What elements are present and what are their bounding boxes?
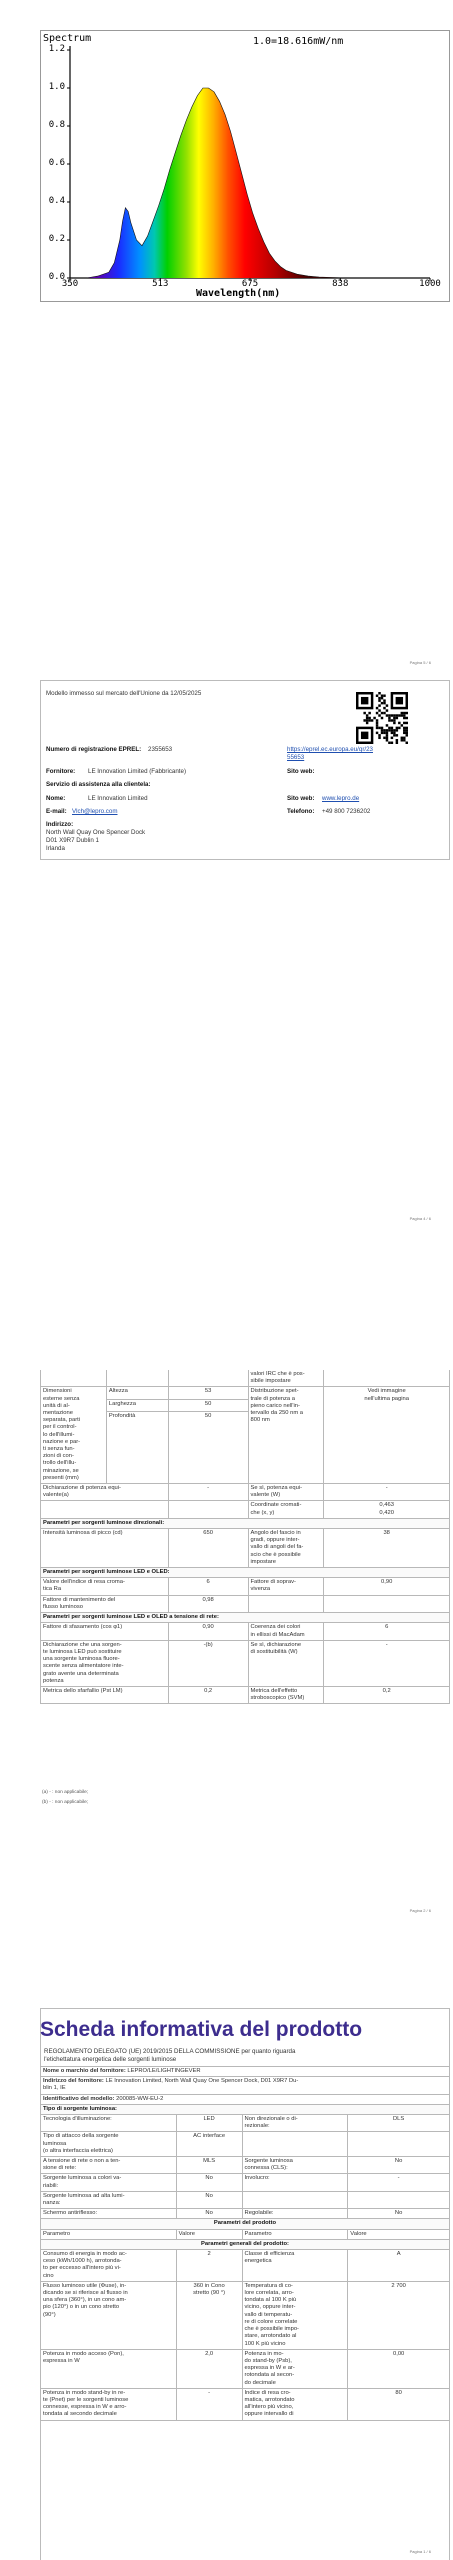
cell-line: in ellissi di MacAdam	[250, 1631, 305, 1638]
cell: 2,0	[176, 2349, 242, 2388]
eprel-label: Numero di registrazione EPREL:	[46, 746, 142, 753]
cell-line: oppure intervallo di	[244, 2411, 294, 2418]
cell-line: connessa (CLS):	[244, 2165, 288, 2172]
cell-line: Coordinate cromati-	[250, 1502, 302, 1509]
cell-line: rotondata al secon-	[244, 2372, 295, 2379]
cell-line: vallo di angoli del fa-	[250, 1544, 304, 1551]
x-axis-label: Wavelength(nm)	[196, 288, 281, 299]
cell-line: una sfera (360°), in un cono am-	[43, 2297, 127, 2304]
eprel-link[interactable]: https://eprel.ec.europa.eu/qr/23	[287, 746, 373, 753]
cell-line: separata, parti	[43, 1417, 81, 1424]
cell-line: esterne senza	[43, 1395, 80, 1402]
cell: -	[324, 1484, 450, 1501]
cell	[41, 2349, 177, 2388]
cell: -(b)	[168, 1640, 248, 1686]
cell: 0,00	[348, 2349, 450, 2388]
address-line: D01 X9R7 Dublin 1	[46, 837, 99, 844]
cell: MLS	[176, 2157, 242, 2174]
cell-line: scente senza alimentatore inte-	[43, 1663, 124, 1670]
table-row	[41, 1623, 450, 1640]
cell	[41, 2191, 177, 2208]
cell-line: valente (W)	[250, 1492, 281, 1499]
y-tick-label: 0.0	[48, 272, 65, 282]
cell: No	[176, 2191, 242, 2208]
cell-line: Dichiarazione che una sorgen-	[43, 1641, 122, 1648]
cell	[242, 2157, 348, 2174]
product-sheet-table	[40, 2066, 450, 2421]
cell-line: trale di potenza a	[250, 1395, 295, 1402]
equivalent-power-label	[41, 1484, 169, 1501]
cell-line: ceso (kWh/1000 h), arrotonda-	[43, 2258, 122, 2265]
cell-line: do decimale	[244, 2379, 276, 2386]
cell-line: espressa in W e ar-	[244, 2365, 295, 2372]
site2-label: Sito web:	[287, 795, 315, 802]
placed-on-market: Modello immesso sul mercato dell'Unione da 12/05/2025	[46, 690, 202, 697]
cell	[248, 1623, 324, 1640]
cell-line: ti senza fun-	[43, 1446, 75, 1453]
cell-line: nanza:	[43, 2200, 61, 2207]
name-label: Nome:	[46, 795, 66, 802]
cell	[242, 2349, 348, 2388]
cell	[242, 2388, 348, 2420]
table-row	[41, 2132, 450, 2157]
cell-line: to per eccesso all'intero più vi-	[43, 2265, 121, 2272]
cell: No	[176, 2174, 242, 2191]
cell: DLS	[348, 2115, 450, 2132]
cell-line: stretto (90 °)	[193, 2290, 226, 2297]
table-row	[41, 1529, 450, 1568]
page-title: Scheda informativa del prodotto	[40, 2018, 363, 2041]
cell-line: Distribuzione spet-	[250, 1388, 299, 1395]
cell-line: Dimensioni	[43, 1388, 72, 1395]
cell: 0,90	[168, 1623, 248, 1640]
cell: 80	[348, 2388, 450, 2420]
cell	[176, 2281, 242, 2349]
y-tick-label: 0.4	[48, 196, 65, 206]
table-row	[41, 2349, 450, 2388]
cell: Profondità	[106, 1412, 168, 1484]
cell-line: Sorgente luminosa ad alta lumi-	[43, 2192, 125, 2199]
cell-line: scio che è possibile	[250, 1551, 301, 1558]
spectral-distribution-label	[248, 1387, 324, 1484]
table-row	[41, 2191, 450, 2208]
cell: valori IRC che è pos- sibile impostare	[248, 1370, 324, 1387]
section-row: Parametri del prodotto	[41, 2219, 450, 2229]
cell	[242, 2250, 348, 2282]
cell-line: che è possibile impo-	[244, 2326, 299, 2333]
regulation-line: REGOLAMENTO DELEGATO (UE) 2019/2015 DELLA COMMISSIONE per quanto riguarda	[44, 2048, 296, 2055]
cell-line: riabili:	[43, 2182, 59, 2189]
cell: 650	[168, 1529, 248, 1568]
table-row	[41, 2209, 450, 2219]
cell-line: Coerenza dei colori	[250, 1624, 301, 1631]
cell	[41, 2174, 177, 2191]
phone-value: +49 800 7236202	[322, 808, 371, 815]
chart-title: Spectrum	[43, 33, 92, 44]
table-row	[41, 1370, 450, 1387]
x-tick-label: 675	[241, 279, 259, 289]
cell-line: rezionale:	[244, 2123, 270, 2130]
cell: 0,2	[168, 1686, 248, 1703]
name-value: LE Innovation Limited	[88, 795, 148, 802]
cell-line: nell'ultima pagina	[364, 1395, 409, 1402]
cell: Schermo antiriflesso:	[41, 2209, 177, 2219]
email-label: E-mail:	[46, 808, 67, 815]
table-row	[41, 1387, 450, 1399]
y-tick-label: 0.8	[48, 120, 65, 130]
y-tick-label: 0.6	[48, 158, 65, 168]
cell	[248, 1529, 324, 1568]
cell: 2 700	[348, 2281, 450, 2349]
cell-line: trollo dell'illu-	[43, 1460, 77, 1467]
cell-line: Classe di efficienza	[244, 2251, 295, 2258]
page-parameters	[0, 1370, 453, 1990]
cell-line: Potenza in mo-	[244, 2350, 284, 2357]
cell: Metrica dello sfarfallio (Pst LM)	[41, 1686, 169, 1703]
address-label: Indirizzo:	[46, 821, 74, 828]
cell	[41, 1640, 169, 1686]
table-row	[41, 1578, 450, 1595]
column-header: Parametro	[41, 2229, 177, 2239]
table-row	[41, 1595, 450, 1612]
cell	[41, 2132, 177, 2157]
cell-line: di sostituibilità (W)	[250, 1648, 298, 1655]
column-header: Valore	[348, 2229, 450, 2239]
cell-line: connesse, espressa in W e arro-	[43, 2404, 127, 2411]
section-row: Parametri per sorgenti luminose LED e OLED:	[41, 1568, 450, 1578]
table-row	[41, 2157, 450, 2174]
cell-line: flusso luminoso	[43, 1603, 83, 1610]
table-row	[41, 2174, 450, 2191]
cell	[248, 1686, 324, 1703]
cell: No	[348, 2157, 450, 2174]
cell	[41, 2281, 177, 2349]
cell: 50	[168, 1412, 248, 1484]
cell-line: energetica	[244, 2258, 272, 2265]
cell-line: Potenza in modo acceso (Pon),	[43, 2350, 124, 2357]
cell-line: vicino, oppure inter-	[244, 2304, 296, 2311]
eprel-value: 2355653	[148, 746, 173, 753]
page-supplier	[0, 680, 453, 1280]
cell-line: tica Ra	[43, 1586, 62, 1593]
cell: 50	[168, 1399, 248, 1411]
cell-line: re di colore correlate	[244, 2318, 298, 2325]
table-row	[41, 2250, 450, 2282]
y-tick-label: 0.2	[48, 234, 65, 244]
cell-line: (90°)	[43, 2311, 56, 2318]
cell	[41, 2388, 177, 2420]
regulation-line: l'etichettatura energetica delle sorgenti luminose	[44, 2056, 177, 2063]
cell-line: do stand-by (Psb),	[244, 2357, 292, 2364]
y-tick-label: 1.0	[48, 82, 65, 92]
cell-line: matica, arrotondato	[244, 2396, 295, 2403]
cell: A	[348, 2250, 450, 2282]
chromaticity-label	[248, 1501, 324, 1518]
footnote-a: (a) - : non applicabile;	[42, 1790, 89, 1795]
page-number: Pagina 4 / 6	[409, 1216, 431, 1221]
cell	[41, 2250, 177, 2282]
cell-line: Sorgente luminosa a colori va-	[43, 2175, 122, 2182]
cell-line: Se sì, potenza equi-	[250, 1485, 303, 1492]
cell-line: tervallo da 250 nm a	[250, 1410, 304, 1417]
cell-line: impostare	[250, 1558, 276, 1565]
x-tick-label: 513	[152, 279, 169, 289]
cell-line: zioni di con-	[43, 1453, 74, 1460]
table-row: Indirizzo del fornitore: LE Innovation Limited, North Wall Quay One Spencer Dock, D01 X9R7 Du- blin 1, IE	[41, 2077, 450, 2094]
cell: Regolabile:	[242, 2209, 348, 2219]
cell: Fattore di sfasamento (cos φ1)	[41, 1623, 169, 1640]
cell-line: dicando se si riferisce al flusso in	[43, 2290, 128, 2297]
page-spectrum	[0, 0, 453, 665]
cell-line: pio (120°) o in un cono stretto	[43, 2304, 120, 2311]
table-row: Nome o marchio del fornitore: LEPRO/LE/LIGHTINGEVER	[41, 2067, 450, 2077]
cell-line: mentazione	[43, 1410, 73, 1417]
table-row	[41, 2388, 450, 2420]
cell: -	[324, 1640, 450, 1686]
cell-line: una sorgente luminosa fluore-	[43, 1656, 120, 1663]
cell-line: presenti (mm)	[43, 1474, 79, 1481]
page-number: Pagina 2 / 6	[409, 1908, 431, 1913]
section-row: Parametri per sorgenti luminose direzionali:	[41, 1518, 450, 1528]
cell-line: Tipo di attacco della sorgente	[43, 2133, 119, 2140]
cell-line: Indice di resa cro-	[244, 2389, 291, 2396]
cell: 6	[168, 1578, 248, 1595]
cell: LED	[176, 2115, 242, 2132]
cell	[242, 2281, 348, 2349]
eprel-link-cont[interactable]: 55653	[287, 754, 305, 761]
cell-line: nazione e par-	[43, 1438, 81, 1445]
chromaticity-value: 0,463 0,420	[324, 1501, 450, 1518]
cell-line: te luminosa LED può sostituire	[43, 1648, 122, 1655]
email-link[interactable]: Vlch@lepro.com	[72, 808, 118, 815]
cell: 2	[176, 2250, 242, 2282]
cell: -	[168, 1484, 248, 1501]
spectrum-area	[70, 88, 430, 278]
cell-line: Sorgente luminosa	[244, 2158, 293, 2165]
x-tick-label: 838	[332, 279, 349, 289]
cell-line: espressa in W	[43, 2357, 80, 2364]
cell: -	[176, 2388, 242, 2420]
cell: Involucro:	[242, 2174, 348, 2191]
cell-line: Se sì, dichiarazione	[250, 1641, 302, 1648]
cell	[248, 1484, 324, 1501]
cell-line: stroboscopico (SVM)	[250, 1695, 305, 1702]
cell-line: tondata al 100 K più	[244, 2297, 297, 2304]
cell-line: 800 nm	[250, 1417, 270, 1424]
cell: 38	[324, 1529, 450, 1568]
cell: Tecnologia d'illuminazione:	[41, 2115, 177, 2132]
cell: 0,2	[324, 1686, 450, 1703]
table-row	[41, 2115, 450, 2132]
table-row: Identificativo del modello: 200085-WW-EU-2	[41, 2094, 450, 2104]
cell-line: Fattore di soprav-	[250, 1579, 296, 1586]
cell-line: 100 K più vicino	[244, 2340, 286, 2347]
y-tick-label: 1.2	[48, 44, 65, 54]
cell: Intensità luminosa di picco (cd)	[41, 1529, 169, 1568]
cell-line: pieno carico nell'in-	[250, 1402, 300, 1409]
column-header: Parametro	[242, 2229, 348, 2239]
cell-line: per il control-	[43, 1424, 77, 1431]
cell: 0,90	[324, 1578, 450, 1595]
address-line: Irlanda	[46, 845, 65, 852]
site2-link[interactable]: www.lepro.de	[322, 795, 360, 802]
cell-line: sione di rete:	[43, 2165, 77, 2172]
cell: Altezza	[106, 1387, 168, 1399]
cell-line: Consumo di energia in modo ac-	[43, 2251, 127, 2258]
parameters-table	[40, 1370, 450, 1704]
x-tick-label: 350	[61, 279, 79, 289]
cell-line: valente(a)	[43, 1492, 69, 1499]
cell-line: Flusso luminoso utile (Φuse), in-	[43, 2282, 127, 2289]
table-row	[41, 1640, 450, 1686]
page-number: Pagina 1 / 6	[409, 2549, 431, 2554]
phone-label: Telefono:	[287, 808, 315, 815]
table-header-row	[41, 2229, 450, 2239]
table-row	[41, 2281, 450, 2349]
cell-line: Potenza in modo stand-by in re-	[43, 2389, 126, 2396]
supplier-label: Fornitore:	[46, 768, 76, 775]
cell-line: vallo di temperatu-	[244, 2311, 293, 2318]
cell-line: all'intero più vicino,	[244, 2404, 294, 2411]
section-row: Parametri generali del prodotto:	[41, 2239, 450, 2249]
cell-line: gradi, oppure inter-	[250, 1537, 300, 1544]
cell: Larghezza	[106, 1399, 168, 1411]
cell-line: Fattore di mantenimento del	[43, 1596, 116, 1603]
cell-line: (o altra interfaccia elettrica)	[43, 2147, 113, 2154]
cell-line: Vedi immagine	[367, 1388, 406, 1395]
cell-line: tondata al secondo decimale	[43, 2411, 117, 2418]
x-tick-label: 1000	[419, 279, 441, 289]
cell	[248, 1640, 324, 1686]
supplier-value: LE Innovation Limited (Fabbricante)	[88, 768, 187, 775]
cell-line: Metrica dell'effetto	[250, 1687, 298, 1694]
cell	[242, 2115, 348, 2132]
table-row	[41, 1484, 450, 1501]
cell-line: minazione, se	[43, 1467, 79, 1474]
cell: AC interface	[176, 2132, 242, 2157]
cell: -	[348, 2174, 450, 2191]
cell	[41, 1595, 169, 1612]
cell-line: te (Pnet) per le sorgenti luminose	[43, 2396, 129, 2403]
site-label: Sito web:	[287, 768, 315, 775]
dimensions-label	[41, 1387, 107, 1484]
cell-line: grato avente una determinata	[43, 1670, 119, 1677]
cell-line: Angolo del fascio in	[250, 1530, 301, 1537]
footnote-b: (b) - : non applicabile;	[42, 1800, 89, 1805]
cell-line: unità di al-	[43, 1402, 70, 1409]
cell	[248, 1578, 324, 1595]
assist-label: Servizio di assistenza alla clientela:	[46, 781, 151, 788]
cell-line: lo dell'illumi-	[43, 1431, 75, 1438]
table-row	[41, 1501, 450, 1518]
cell-line: Non direzionale o di-	[244, 2116, 298, 2123]
cell-line: A tensione di rete o non a ten-	[43, 2158, 121, 2165]
cell-line: Valore dell'indice di resa croma-	[43, 1579, 125, 1586]
table-row	[41, 1686, 450, 1703]
spectral-distribution-value	[324, 1387, 450, 1484]
cell-line: stare, arrotondato al	[244, 2333, 297, 2340]
cell-line: Temperatura di co-	[244, 2282, 293, 2289]
cell-line: che (x, y)	[250, 1509, 275, 1516]
cell-line: cino	[43, 2272, 54, 2279]
cell: No	[348, 2209, 450, 2219]
cell: No	[176, 2209, 242, 2219]
cell-line: 360 in Cono	[193, 2282, 225, 2289]
cell-line: luminosa	[43, 2140, 67, 2147]
cell-line: potenza	[43, 1677, 64, 1684]
qr-code-icon	[356, 692, 408, 744]
chart-annotation: 1.0=18.616mW/nm	[253, 36, 344, 47]
cell	[41, 1578, 169, 1595]
cell-line: vivenza	[250, 1586, 271, 1593]
spectrum-plot	[0, 0, 453, 320]
cell: 0,98	[168, 1595, 248, 1612]
cell: 53	[168, 1387, 248, 1399]
address-line: North Wall Quay One Spencer Dock	[46, 829, 146, 836]
cell: 6	[324, 1623, 450, 1640]
column-header: Valore	[176, 2229, 242, 2239]
page-number: Pagina 5 / 6	[409, 660, 431, 665]
section-row: Tipo di sorgente luminosa:	[41, 2104, 450, 2114]
cell	[41, 2157, 177, 2174]
section-row: Parametri per sorgenti luminose LED e OLED a tensione di rete:	[41, 1613, 450, 1623]
cell-line: lore correlata, arro-	[244, 2290, 294, 2297]
cell-line: Dichiarazione di potenza equi-	[43, 1485, 121, 1492]
